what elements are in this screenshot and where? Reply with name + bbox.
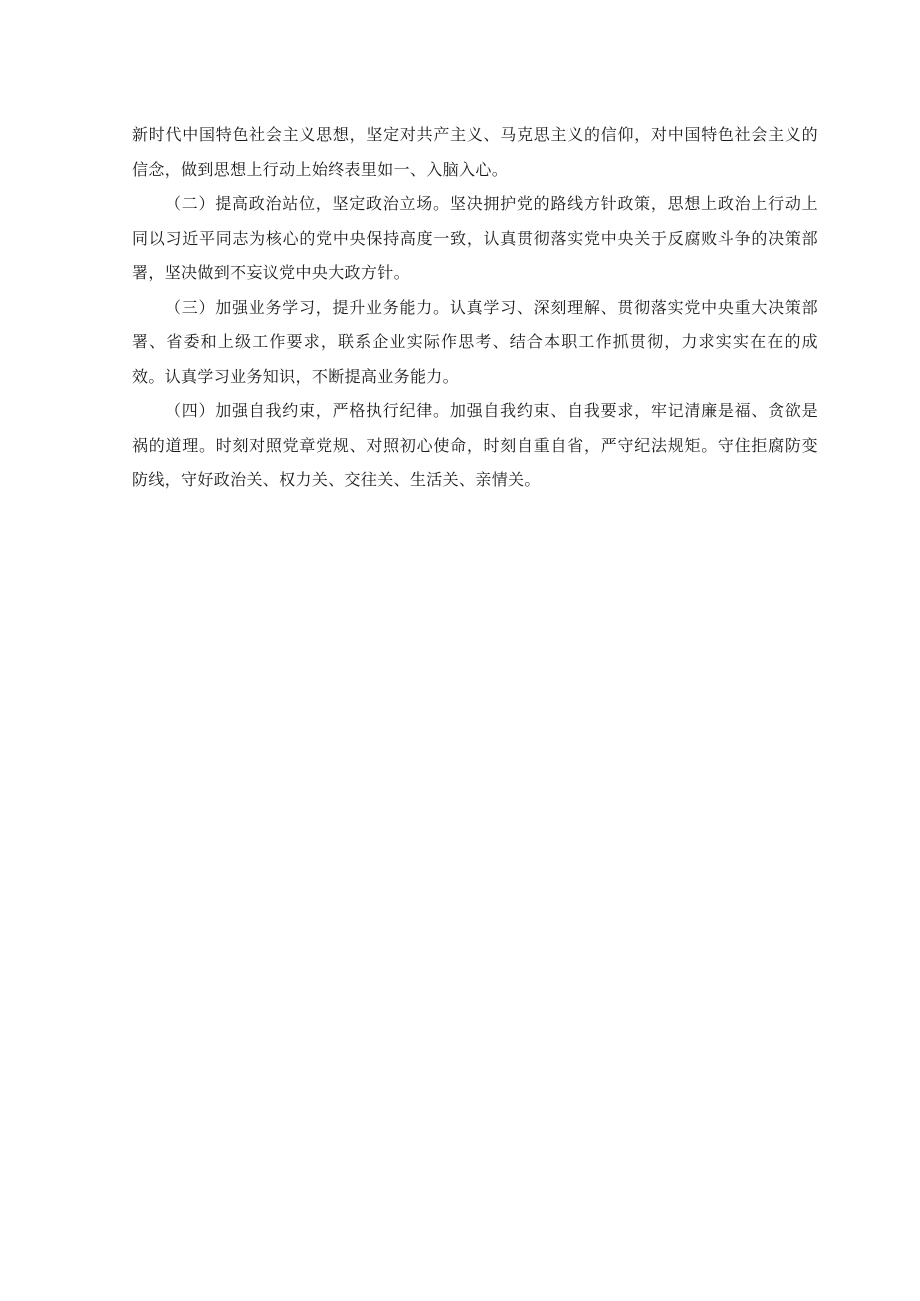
paragraph-item-3: （三）加强业务学习，提升业务能力。认真学习、深刻理解、贯彻落实党中央重大决策部署、省委和上级工作要求，联系企业实际作思考、结合本职工作抓贯彻，力求实实在在的成效。认真学习业务知识，不断提高业务能力。: [132, 297, 818, 386]
paragraph-item-4: （四）加强自我约束，严格执行纪律。加强自我约束、自我要求，牢记清廉是福、贪欲是祸的道理。时刻对照党章党规、对照初心使命，时刻自重自省，严守纪法规矩。守住拒腐防变防线，守好政治关、权力关、交往关、生活关、亲情关。: [132, 401, 818, 489]
document-body: [132, 118, 818, 498]
paragraph-item-2: （二）提高政治站位，坚定政治立场。坚决拥护党的路线方针政策，思想上政治上行动上同以习近平同志为核心的党中央保持高度一致，认真贯彻落实党中央关于反腐败斗争的决策部署，坚决做到不妄议党中央大政方针。: [132, 194, 818, 282]
paragraph-continuation: 新时代中国特色社会主义思想，坚定对共产主义、马克思主义的信仰，对中国特色社会主义的信念，做到思想上行动上始终表里如一、入脑入心。: [132, 125, 818, 179]
